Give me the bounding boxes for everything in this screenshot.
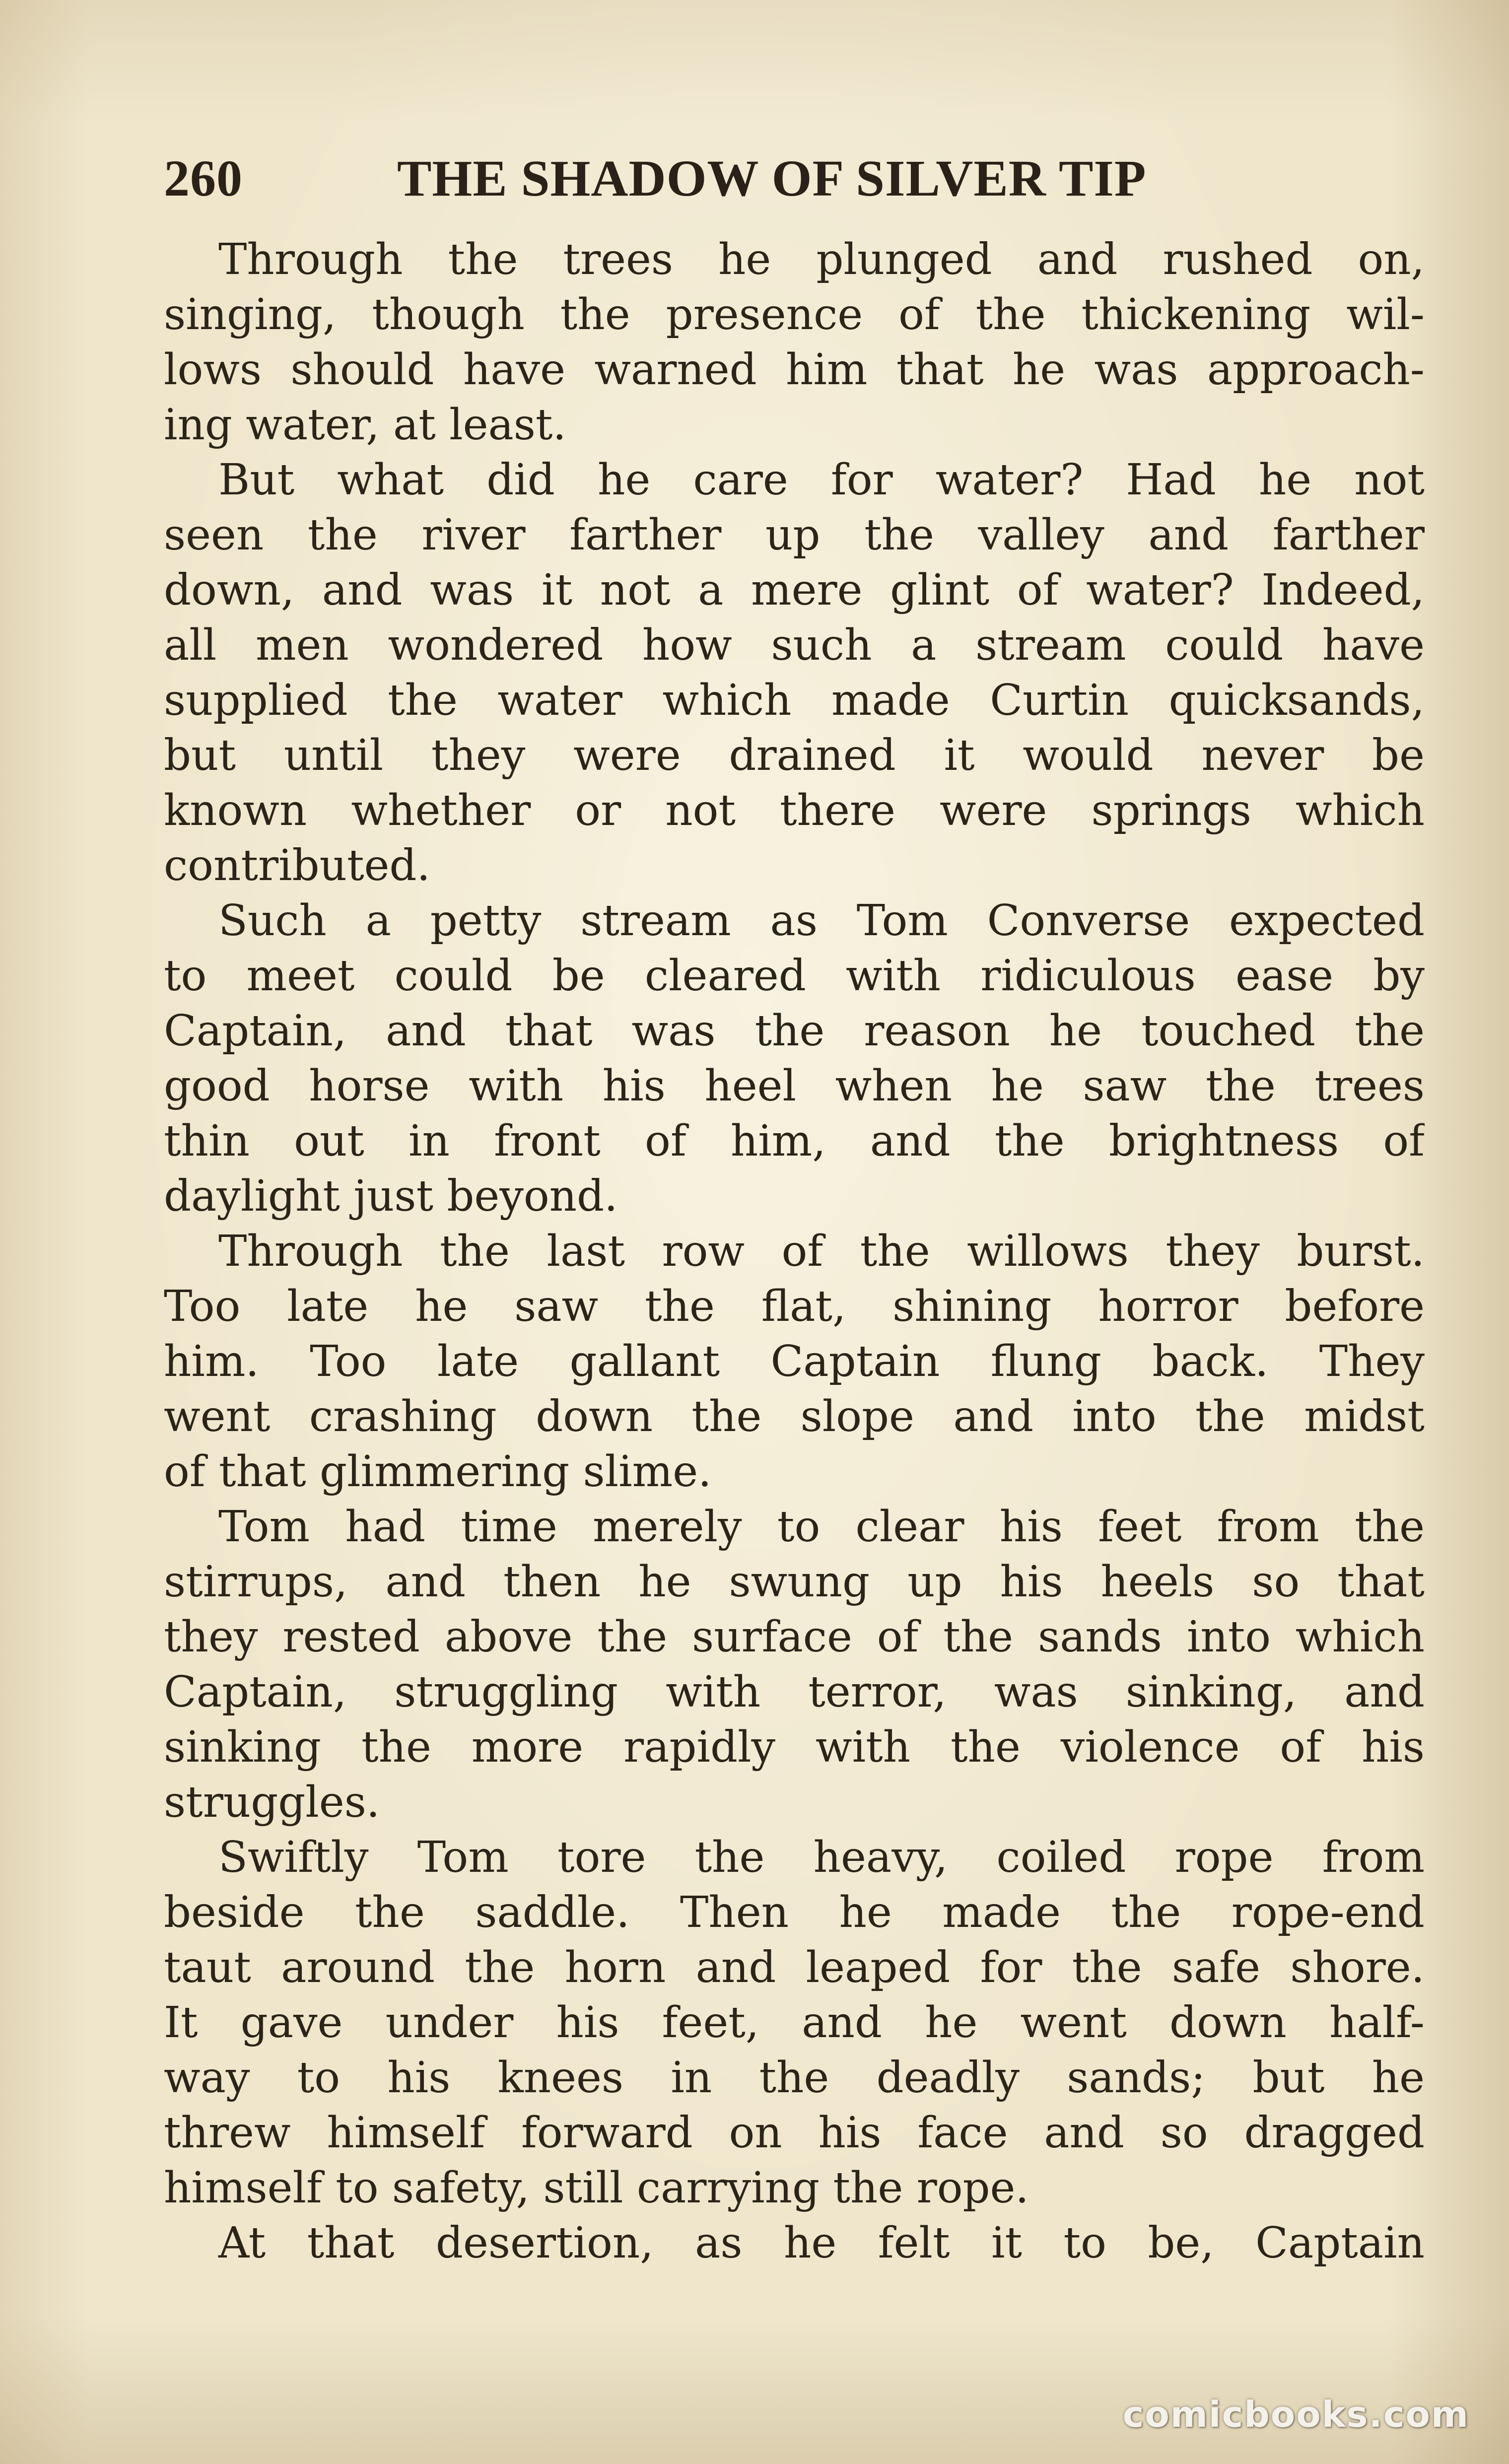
paragraph bbox=[164, 453, 1425, 893]
text-line: went crashing down the slope and into the midst bbox=[164, 1392, 1425, 1441]
text-line: thin out in front of him, and the brightness of bbox=[164, 1116, 1425, 1166]
text-line: they rested above the surface of the sands into which bbox=[164, 1612, 1425, 1662]
text-line: down, and was it not a mere glint of water? Indeed, bbox=[164, 565, 1425, 615]
text-line: lows should have warned him that he was approach- bbox=[164, 345, 1425, 395]
paragraph bbox=[164, 1224, 1425, 1500]
text-line: Captain, and that was the reason he touched the bbox=[164, 1006, 1425, 1056]
text-line: Too late he saw the flat, shining horror before bbox=[164, 1282, 1425, 1331]
text-line: him. Too late gallant Captain flung back. They bbox=[164, 1337, 1425, 1386]
page-number: 260 bbox=[164, 150, 243, 207]
running-head bbox=[164, 139, 1425, 213]
book-page bbox=[164, 139, 1425, 2271]
text-line: known whether or not there were springs which bbox=[164, 786, 1425, 835]
text-line: contributed. bbox=[164, 841, 430, 890]
text-line: struggles. bbox=[164, 1778, 380, 1827]
text-line: taut around the horn and leaped for the safe shore. bbox=[164, 1943, 1425, 1992]
text-line: At that desertion, as he felt it to be, Captain bbox=[218, 2218, 1425, 2268]
text-line: seen the river farther up the valley and farther bbox=[164, 510, 1425, 560]
text-line: But what did he care for water? Had he not bbox=[218, 455, 1425, 505]
body-text bbox=[164, 232, 1425, 2271]
paragraph bbox=[164, 2216, 1425, 2271]
text-line: supplied the water which made Curtin quicksands, bbox=[164, 676, 1425, 725]
paragraph bbox=[164, 1500, 1425, 1830]
text-line: to meet could be cleared with ridiculous ease by bbox=[164, 951, 1425, 1001]
text-line: Tom had time merely to clear his feet from the bbox=[218, 1502, 1425, 1552]
text-line: sinking the more rapidly with the violence of his bbox=[164, 1722, 1425, 1772]
paragraph bbox=[164, 1830, 1425, 2216]
text-line: beside the saddle. Then he made the rope-end bbox=[164, 1888, 1425, 1937]
text-line: stirrups, and then he swung up his heels so that bbox=[164, 1557, 1425, 1607]
text-line: Through the last row of the willows they burst. bbox=[218, 1227, 1425, 1276]
text-line: way to his knees in the deadly sands; but he bbox=[164, 2053, 1425, 2103]
text-line: Captain, struggling with terror, was sinking, and bbox=[164, 1667, 1425, 1717]
text-line: all men wondered how such a stream could have bbox=[164, 620, 1425, 670]
text-line: Such a petty stream as Tom Converse expected bbox=[218, 896, 1425, 946]
text-line: of that glimmering slime. bbox=[164, 1447, 712, 1497]
paragraph bbox=[164, 232, 1425, 453]
text-line: daylight just beyond. bbox=[164, 1171, 618, 1221]
text-line: singing, though the presence of the thickening wil- bbox=[164, 290, 1425, 340]
text-line: Through the trees he plunged and rushed on, bbox=[218, 235, 1425, 284]
text-line: but until they were drained it would never be bbox=[164, 731, 1425, 780]
text-line: threw himself forward on his face and so dragged bbox=[164, 2108, 1425, 2158]
text-line: ing water, at least. bbox=[164, 400, 566, 450]
watermark-text: comicbooks.com bbox=[1122, 2394, 1469, 2435]
text-line: It gave under his feet, and he went down half- bbox=[164, 1998, 1425, 2048]
book-title: THE SHADOW OF SILVER TIP bbox=[397, 150, 1147, 207]
text-line: himself to safety, still carrying the rope. bbox=[164, 2163, 1029, 2213]
text-line: good horse with his heel when he saw the trees bbox=[164, 1061, 1425, 1111]
paragraph bbox=[164, 893, 1425, 1224]
text-line: Swiftly Tom tore the heavy, coiled rope from bbox=[218, 1833, 1425, 1882]
